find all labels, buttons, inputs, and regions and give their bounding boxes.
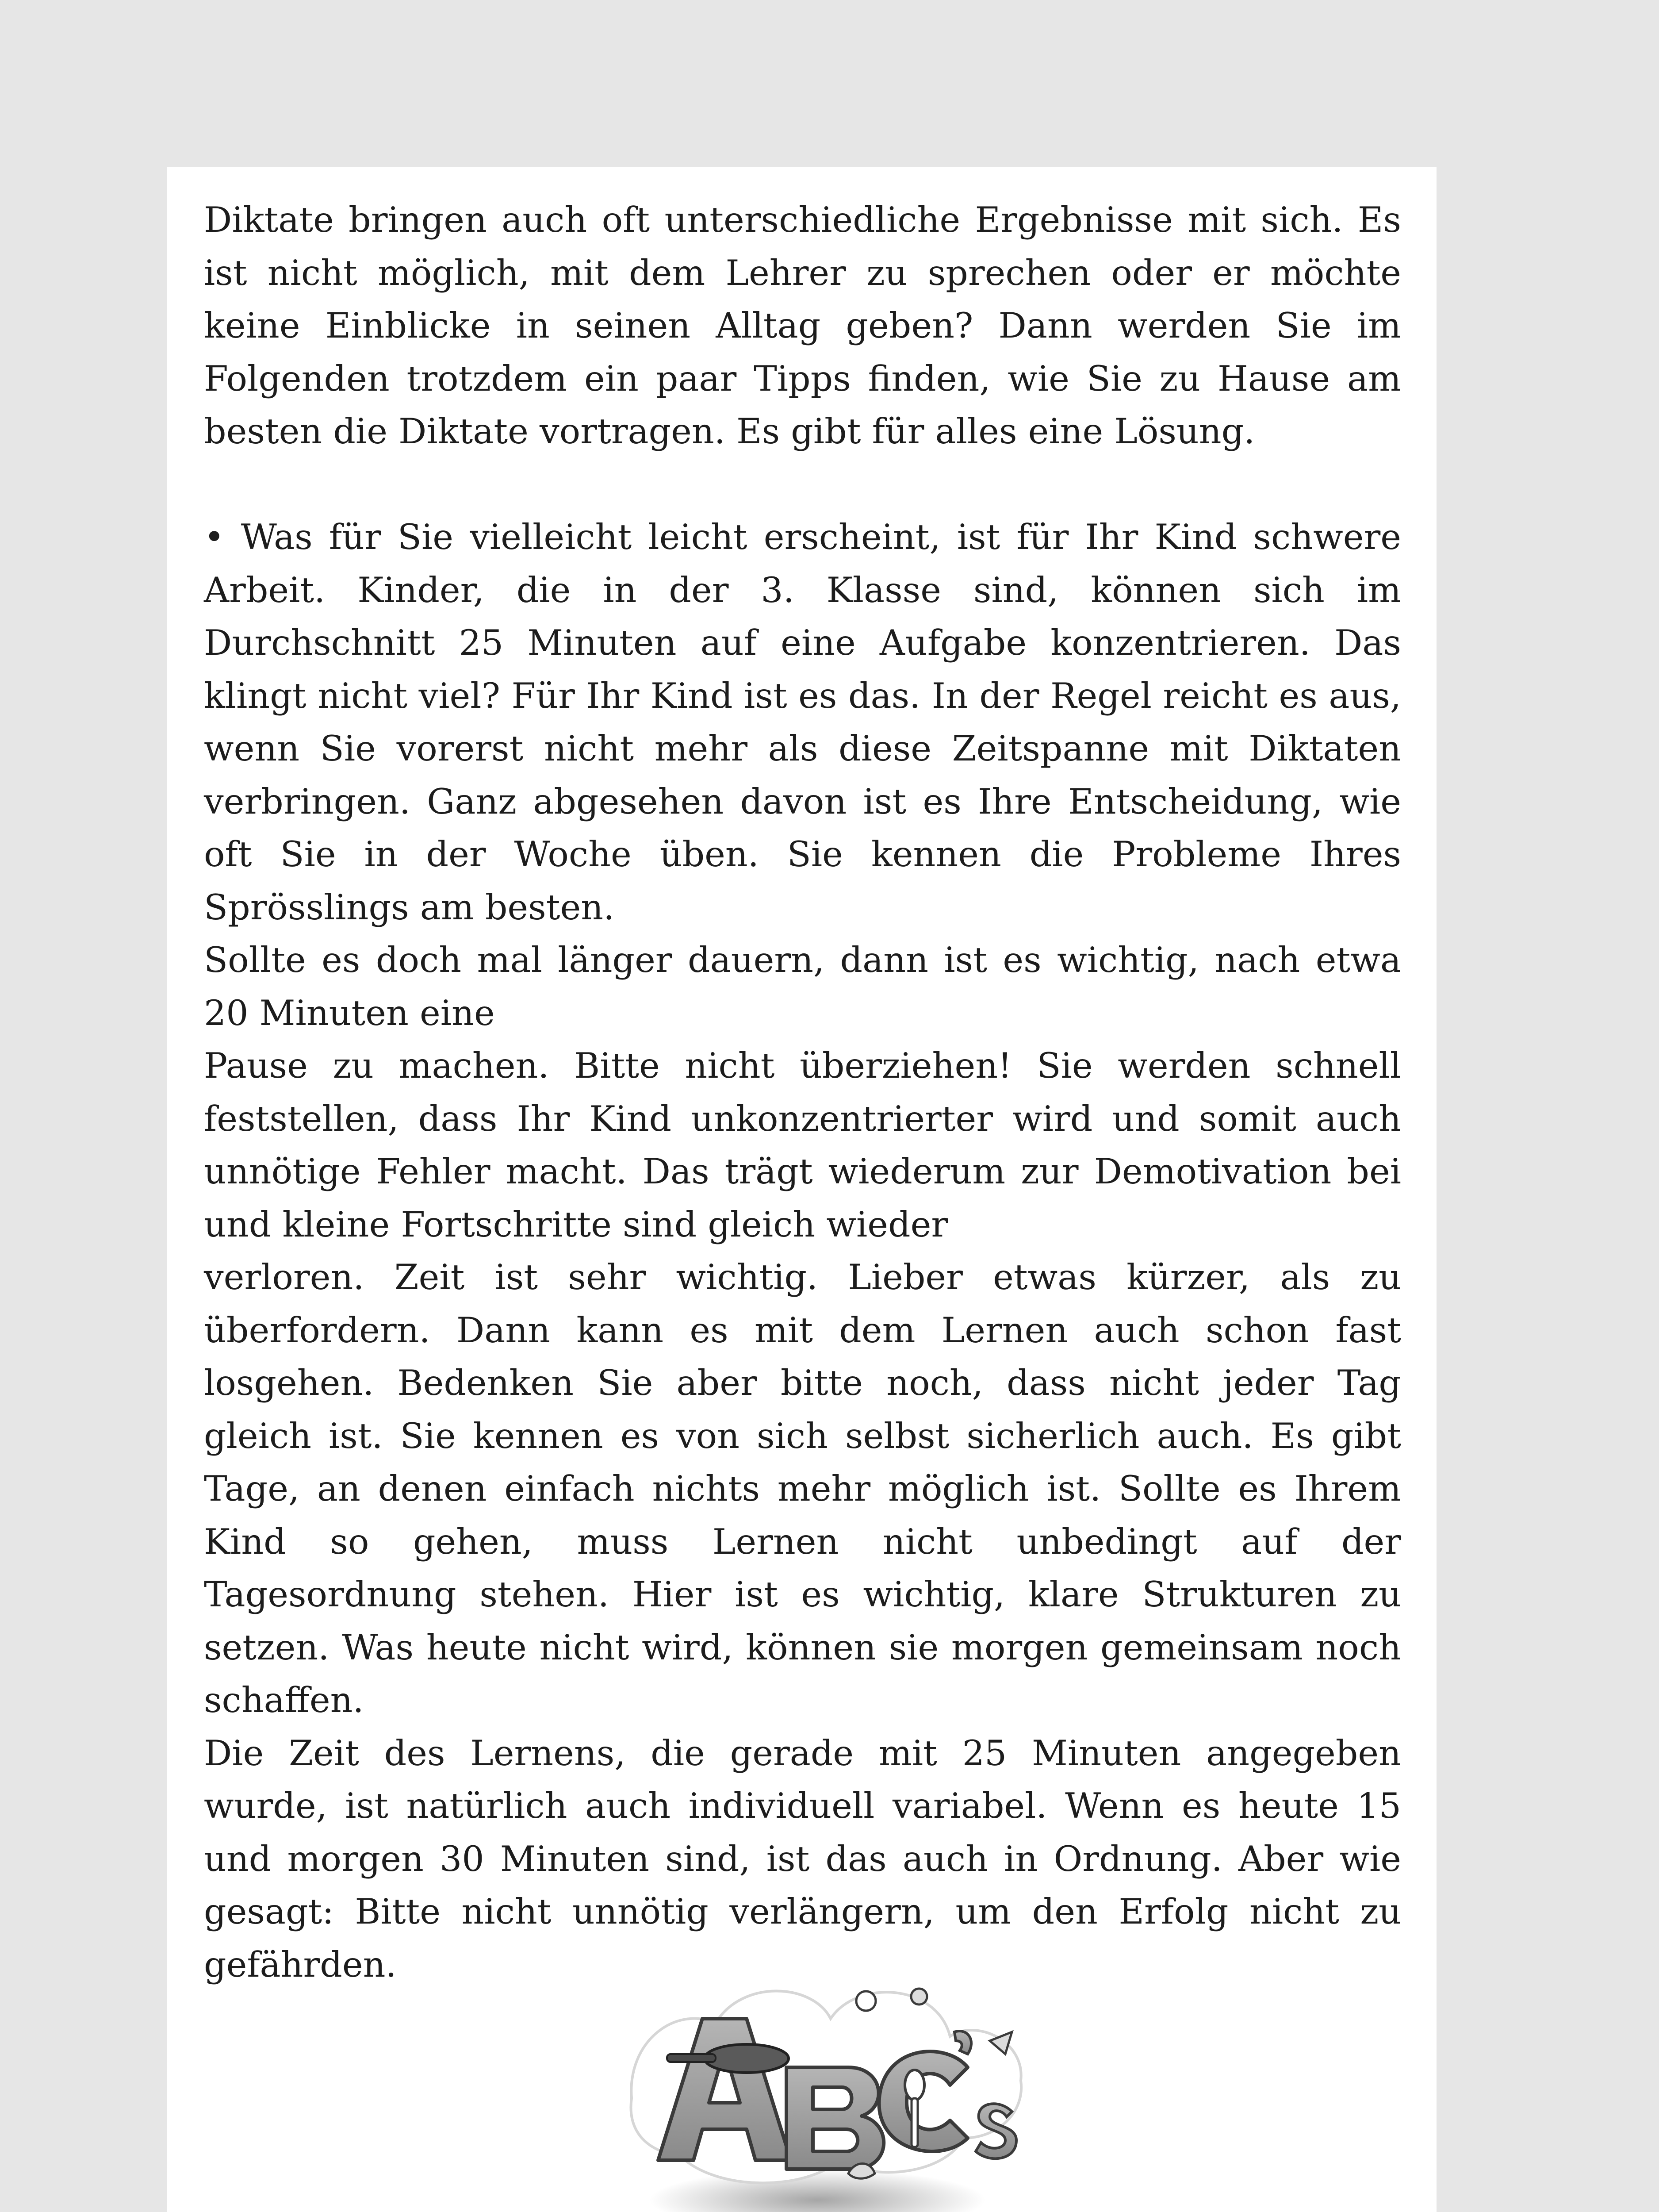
page-panel <box>167 167 1437 2212</box>
paragraph-intro: Diktate bringen auch oft unterschiedliche Ergebnisse mit sich. Es ist nicht möglich, mit dem Lehrer zu sprechen oder er möchte keine Einblicke in seinen Alltag geben? Dann werden Sie im Folgenden trotzdem ein paar Tipps finden, wie Sie zu Hause am besten die Diktate vortragen. Es gibt für alles eine Lösung. <box>204 200 1401 452</box>
paragraph-time-matters: verloren. Zeit ist sehr wichtig. Lieber etwas kürzer, als zu überfordern. Dann kann es mit dem Lernen auch schon fast losgehen. Bedenken Sie aber bitte noch, dass nicht jeder Tag gleich ist. Sie kennen es von sich selbst sicherlich auch. Es gibt Tage, an denen einfach nichts mehr möglich ist. Sollte es Ihrem Kind so gehen, muss Lernen nicht unbedingt auf der Tagesordnung stehen. Hier ist es wichtig, klare Strukturen zu setzen. Was heute nicht wird, können sie morgen gemeinsam noch schaffen. <box>204 1257 1401 1720</box>
paragraph-longer-sessions: Sollte es doch mal länger dauern, dann ist es wichtig, nach etwa 20 Minuten eine <box>204 940 1401 1033</box>
paragraph-learning-time: Die Zeit des Lernens, die gerade mit 25 Minuten angegeben wurde, ist natürlich auch individuell variabel. Wenn es heute 15 und morgen 30 Minuten sind, ist das auch in Ordnung. Aber wie gesagt: Bitte nicht unnötig verlängern, um den Erfolg nicht zu gefährden. <box>204 1732 1401 1985</box>
paragraph-spacer <box>204 458 1401 511</box>
body-text <box>204 194 1401 1991</box>
paragraph-pause: Pause zu machen. Bitte nicht überziehen! Sie werden schnell feststellen, dass Ihr Kind unkonzentrierter wird und somit auch unnötige Fehler macht. Das trägt wiederum zur Demotivation bei und kleine Fortschritte sind gleich wieder <box>204 1045 1401 1245</box>
paragraph-bullet-concentration: • Was für Sie vielleicht leicht erscheint, ist für Ihr Kind schwere Arbeit. Kinder, die in der 3. Klasse sind, können sich im Durchschnitt 25 Minuten auf eine Aufgabe konzentrieren. Das klingt nicht viel? Für Ihr Kind ist es das. In der Regel reicht es aus, wenn Sie vorerst nicht mehr als diese Zeitspanne mit Diktaten verbringen. Ganz abgesehen davon ist es Ihre Entscheidung, wie oft Sie in der Woche üben. Sie kennen die Probleme Ihres Sprösslings am besten. <box>204 517 1401 928</box>
abcs-logo <box>601 1952 1043 2212</box>
